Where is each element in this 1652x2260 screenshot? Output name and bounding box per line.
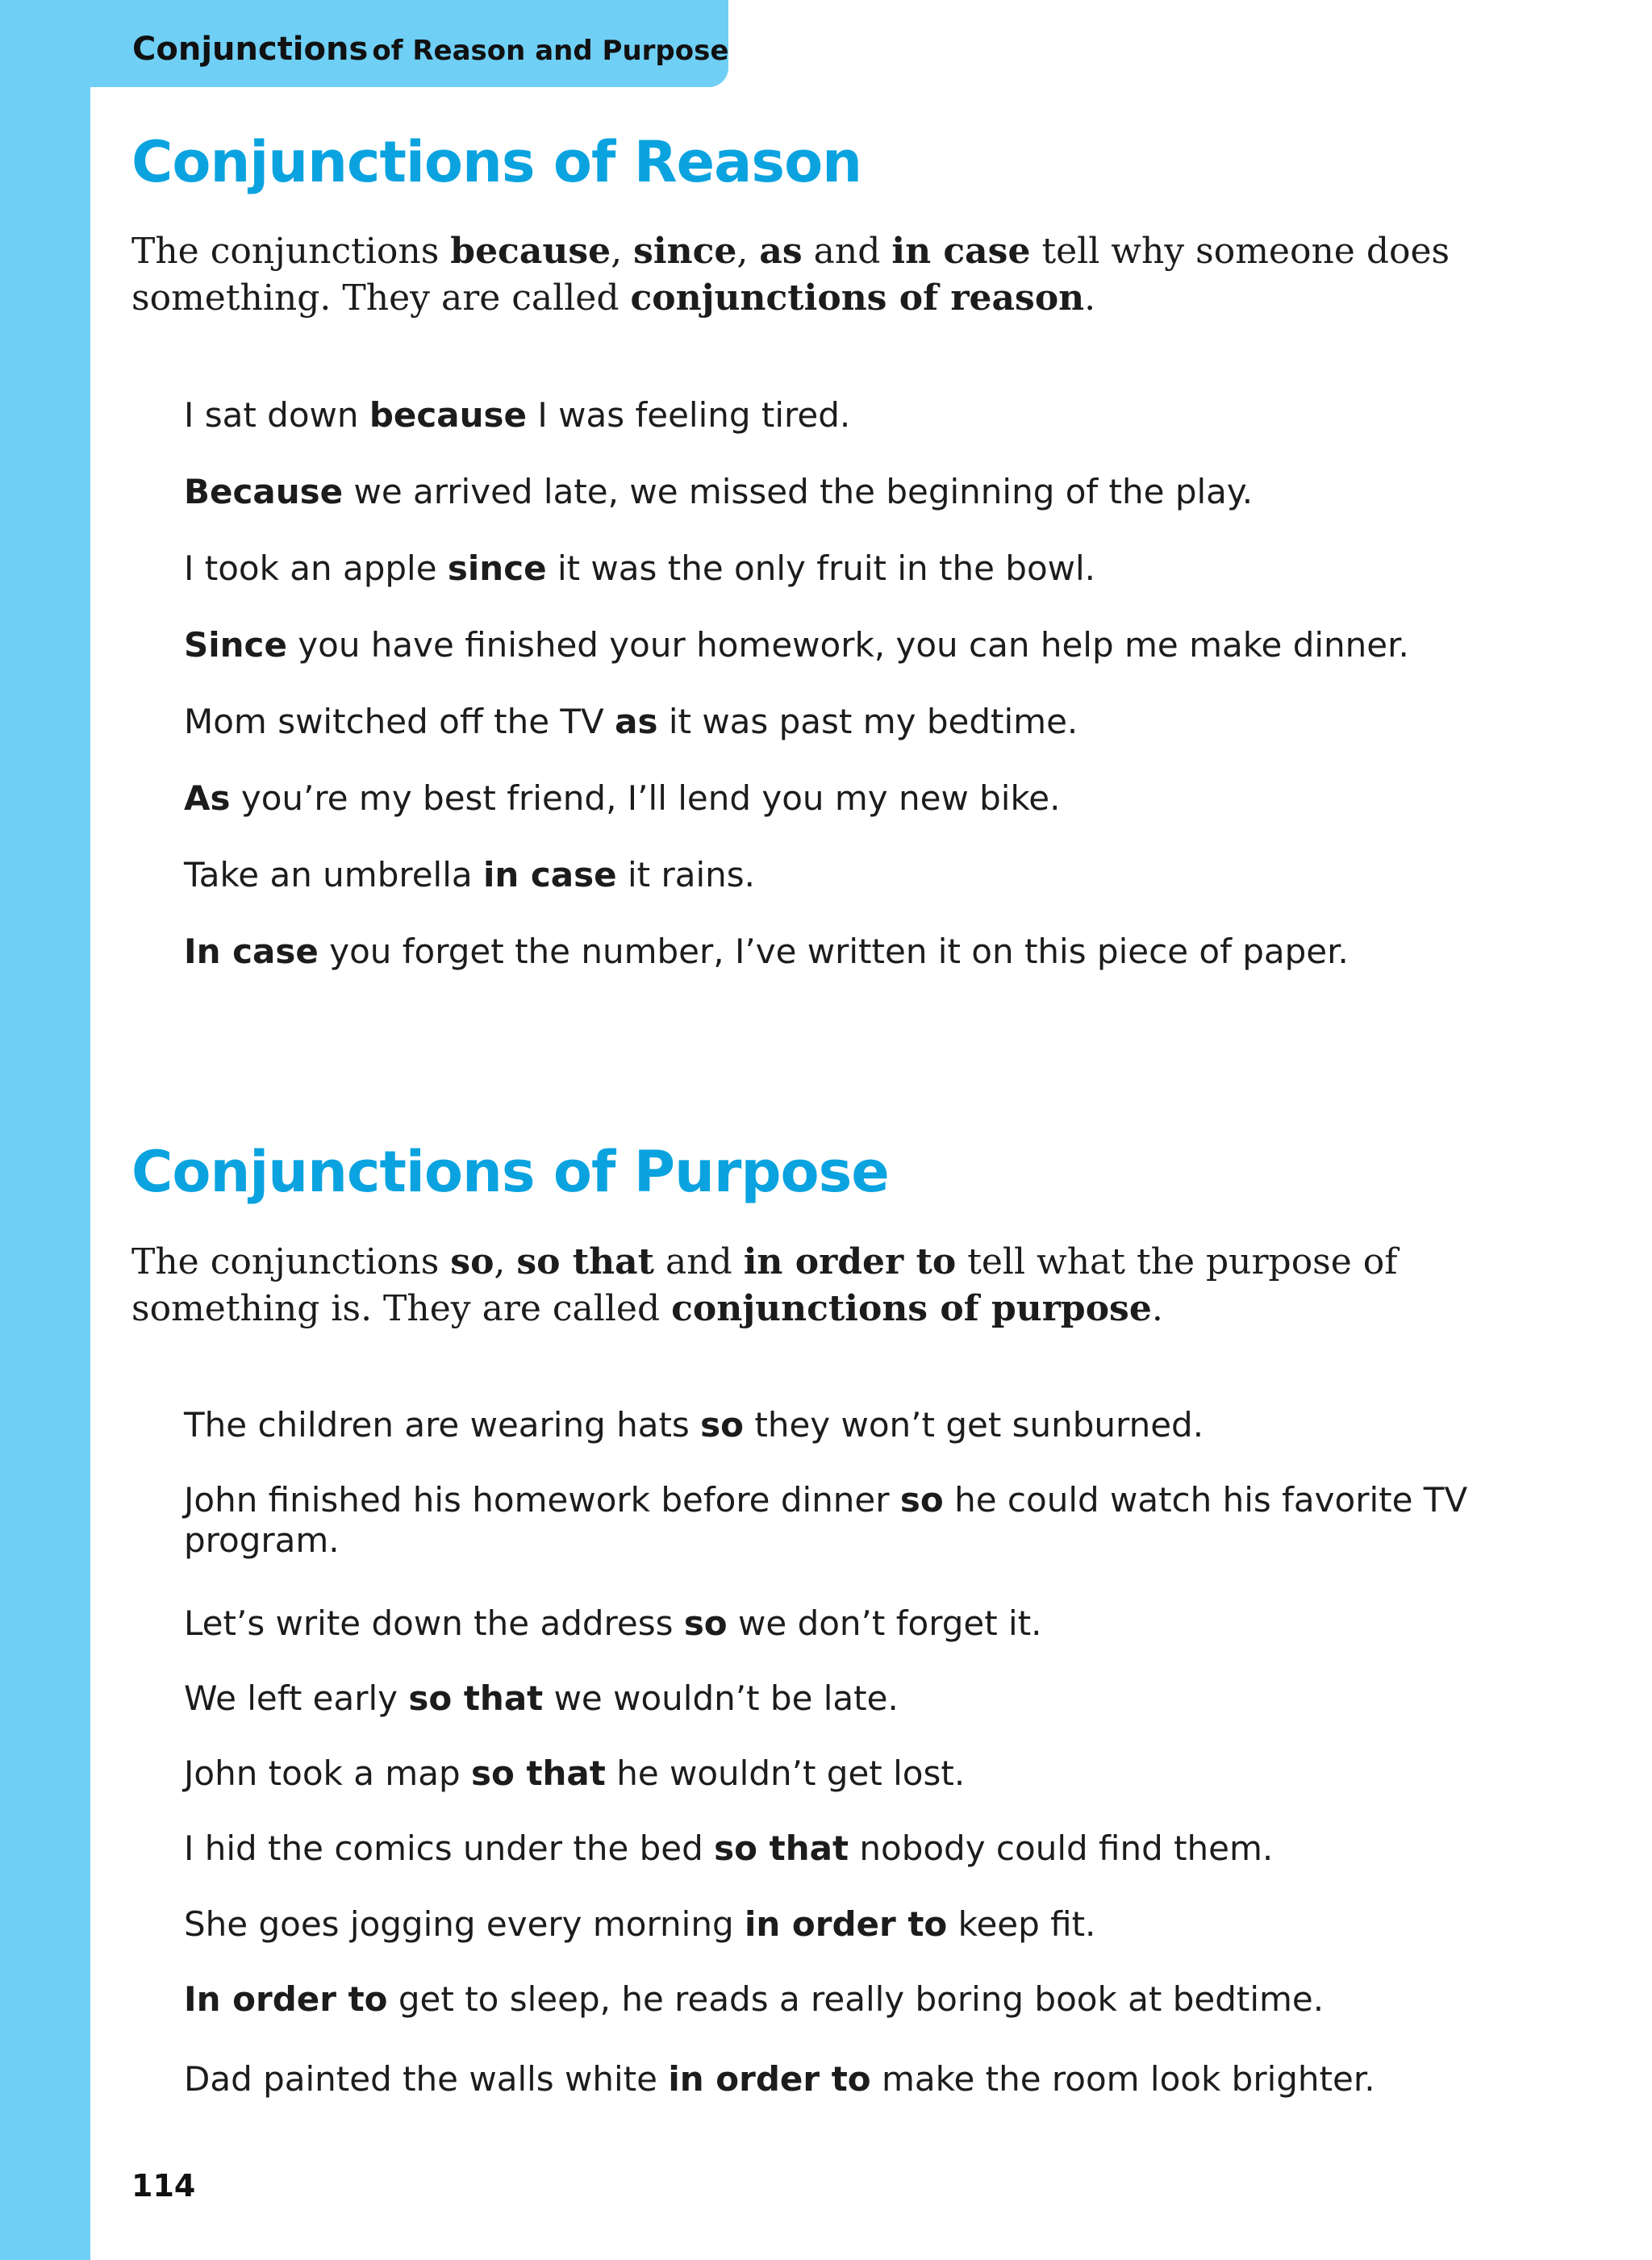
text-run: it was the only fruit in the bowl. <box>546 548 1096 588</box>
text-run: . <box>1151 1288 1163 1329</box>
purpose-example-4 <box>184 1678 1555 1719</box>
text-run: I hid the comics under the bed <box>184 1828 715 1868</box>
text-run: tell why someone does something. They are called <box>131 231 1450 319</box>
text-run: he wouldn’t get lost. <box>605 1753 966 1793</box>
text-run: She goes jogging every morning <box>184 1904 745 1944</box>
text-run: you forget the number, I’ve written it on this piece of paper. <box>318 932 1349 971</box>
reason-heading: Conjunctions of Reason <box>131 129 861 195</box>
text-run: make the room look brighter. <box>870 2059 1375 2099</box>
purpose-example-6 <box>184 1828 1555 1869</box>
text-run: we arrived late, we missed the beginning of the play. <box>343 472 1254 511</box>
text-run: he could watch his favorite TV program. <box>184 1480 1468 1560</box>
text-run: and <box>654 1241 744 1282</box>
text-run: The children are wearing hats <box>184 1405 701 1445</box>
text-run: keep fit. <box>947 1904 1096 1944</box>
text-run: I was feeling tired. <box>527 395 851 435</box>
conjunction-highlight: in case <box>891 231 1031 272</box>
conjunction-highlight: In order to <box>184 1979 388 2019</box>
conjunction-highlight: in order to <box>668 2059 871 2099</box>
text-run: I sat down <box>184 395 369 435</box>
text-run: you have finished your homework, you can help me make dinner. <box>286 625 1409 665</box>
conjunction-highlight: since <box>633 231 737 272</box>
chapter-tab <box>0 0 728 87</box>
purpose-example-8 <box>184 1979 1555 2020</box>
text-run: Dad painted the walls white <box>184 2059 669 2099</box>
text-run: and <box>802 231 892 272</box>
text-run: , <box>611 231 634 272</box>
purpose-example-3 <box>184 1603 1555 1644</box>
purpose-intro <box>131 1239 1567 1332</box>
chapter-tab-subtitle: of Reason and Purpose <box>372 35 729 67</box>
reason-example-5 <box>184 702 1555 742</box>
text-run: The conjunctions <box>131 231 451 272</box>
purpose-heading: Conjunctions of Purpose <box>131 1139 889 1205</box>
purpose-example-7 <box>184 1904 1555 1945</box>
purpose-example-2 <box>184 1480 1555 1561</box>
conjunction-highlight: in case <box>482 855 617 894</box>
text-run: get to sleep, he reads a really boring book at bedtime. <box>387 1979 1325 2019</box>
purpose-example-1 <box>184 1405 1555 1445</box>
conjunction-highlight: because <box>450 231 611 272</box>
reason-example-8 <box>184 932 1555 972</box>
reason-example-6 <box>184 778 1555 819</box>
conjunction-highlight: so that <box>470 1753 606 1793</box>
text-run: we wouldn’t be late. <box>543 1678 899 1718</box>
text-run: it was past my bedtime. <box>657 702 1078 741</box>
chapter-tab-title: Conjunctions <box>132 31 369 68</box>
reason-example-7 <box>184 855 1555 895</box>
conjunction-highlight: As <box>184 778 231 818</box>
left-color-band <box>0 0 90 2260</box>
text-run: , <box>736 231 760 272</box>
conjunction-highlight: so <box>700 1405 745 1445</box>
conjunction-highlight: in order to <box>744 1904 948 1944</box>
conjunction-highlight: in order to <box>743 1241 957 1282</box>
reason-example-2 <box>184 472 1555 512</box>
conjunction-highlight: Since <box>184 625 287 665</box>
reason-intro <box>131 228 1567 322</box>
conjunction-highlight: Because <box>184 472 344 511</box>
text-run: I took an apple <box>184 548 448 588</box>
text-run: nobody could find them. <box>849 1828 1274 1868</box>
conjunction-highlight: so <box>683 1603 728 1643</box>
text-run: The conjunctions <box>131 1241 451 1282</box>
text-run: We left early <box>184 1678 409 1718</box>
purpose-example-9 <box>184 2059 1555 2099</box>
conjunction-highlight: as <box>615 702 658 741</box>
page-number: 114 <box>131 2168 196 2204</box>
text-run: Let’s write down the address <box>184 1603 684 1643</box>
reason-example-3 <box>184 548 1555 589</box>
conjunction-highlight: so that <box>516 1241 654 1282</box>
text-run: Mom switched off the TV <box>184 702 615 741</box>
text-run: you’re my best friend, I’ll lend you my new bike. <box>230 778 1061 818</box>
reason-example-4 <box>184 625 1555 665</box>
text-run: Take an umbrella <box>184 855 483 894</box>
conjunction-highlight: conjunctions of purpose <box>671 1288 1152 1329</box>
text-run: John finished his homework before dinner <box>184 1480 900 1520</box>
conjunction-highlight: so that <box>714 1828 849 1868</box>
text-run: , <box>494 1241 517 1282</box>
text-run: . <box>1084 277 1096 319</box>
text-run: John took a map <box>184 1753 471 1793</box>
conjunction-highlight: so <box>899 1480 944 1520</box>
conjunction-highlight: because <box>369 395 528 435</box>
conjunction-highlight: since <box>447 548 547 588</box>
conjunction-highlight: so <box>450 1241 494 1282</box>
purpose-example-5 <box>184 1753 1555 1794</box>
conjunction-highlight: as <box>759 231 803 272</box>
conjunction-highlight: so that <box>408 1678 544 1718</box>
reason-example-1 <box>184 395 1555 436</box>
text-run: it rains. <box>616 855 755 894</box>
text-run: they won’t get sunburned. <box>744 1405 1204 1445</box>
text-run: we don’t forget it. <box>727 1603 1042 1643</box>
chapter-tab-label <box>132 31 728 68</box>
conjunction-highlight: conjunctions of reason <box>630 277 1085 319</box>
text-run: tell what the purpose of something is. They are called <box>131 1241 1398 1329</box>
conjunction-highlight: In case <box>184 932 319 971</box>
